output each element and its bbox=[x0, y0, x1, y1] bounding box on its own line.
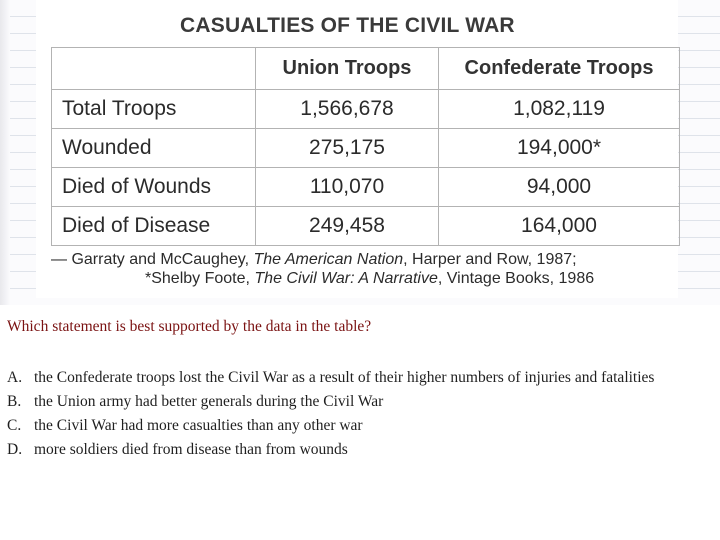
choice-letter: C. bbox=[7, 417, 22, 434]
table-row bbox=[52, 168, 680, 207]
answer-choice-a[interactable] bbox=[7, 366, 707, 390]
table-row bbox=[52, 129, 680, 168]
casualties-table bbox=[51, 47, 680, 246]
union-value: 1,566,678 bbox=[256, 90, 439, 129]
paper-edge bbox=[0, 0, 10, 305]
choice-text: the Civil War had more casualties than any other war bbox=[34, 417, 363, 434]
confederate-value: 164,000 bbox=[439, 207, 680, 246]
table-row bbox=[52, 207, 680, 246]
source-line-1 bbox=[51, 250, 594, 269]
source-1-prefix: — Garraty and McCaughey, bbox=[51, 251, 254, 268]
source-2-title: The Civil War: A Narrative bbox=[254, 270, 438, 287]
union-value: 275,175 bbox=[256, 129, 439, 168]
source-2-prefix: *Shelby Foote, bbox=[145, 270, 255, 287]
choice-text: the Union army had better generals during the Civil War bbox=[34, 393, 384, 410]
source-1-suffix: , Harper and Row, 1987; bbox=[403, 251, 577, 268]
figure-title: CASUALTIES OF THE CIVIL WAR bbox=[180, 14, 515, 37]
confederate-value: 194,000* bbox=[439, 129, 680, 168]
question-prompt: Which statement is best supported by the data in the table? bbox=[7, 318, 372, 335]
row-label: Died of Wounds bbox=[52, 168, 256, 207]
choice-letter: B. bbox=[7, 393, 22, 410]
table-header-blank bbox=[52, 48, 256, 90]
row-label: Died of Disease bbox=[52, 207, 256, 246]
answer-choice-b[interactable] bbox=[7, 390, 707, 414]
answer-choice-d[interactable] bbox=[7, 438, 707, 462]
confederate-value: 1,082,119 bbox=[439, 90, 680, 129]
source-line-2 bbox=[51, 269, 594, 288]
confederate-value: 94,000 bbox=[439, 168, 680, 207]
table-header-row bbox=[52, 48, 680, 90]
choice-text: the Confederate troops lost the Civil War as a result of their higher numbers of injuries and fatalities bbox=[34, 369, 655, 386]
union-value: 110,070 bbox=[256, 168, 439, 207]
union-value: 249,458 bbox=[256, 207, 439, 246]
source-1-title: The American Nation bbox=[253, 251, 404, 268]
row-label: Wounded bbox=[52, 129, 256, 168]
table-header-union: Union Troops bbox=[256, 48, 439, 90]
answer-choice-c[interactable] bbox=[7, 414, 707, 438]
choice-letter: A. bbox=[7, 369, 23, 386]
table-row bbox=[52, 90, 680, 129]
source-2-suffix: , Vintage Books, 1986 bbox=[437, 270, 595, 287]
answer-choices bbox=[7, 366, 707, 462]
table-header-confederate: Confederate Troops bbox=[439, 48, 680, 90]
source-citation bbox=[51, 250, 594, 288]
row-label: Total Troops bbox=[52, 90, 256, 129]
choice-letter: D. bbox=[7, 441, 23, 458]
choice-text: more soldiers died from disease than from wounds bbox=[34, 441, 348, 458]
